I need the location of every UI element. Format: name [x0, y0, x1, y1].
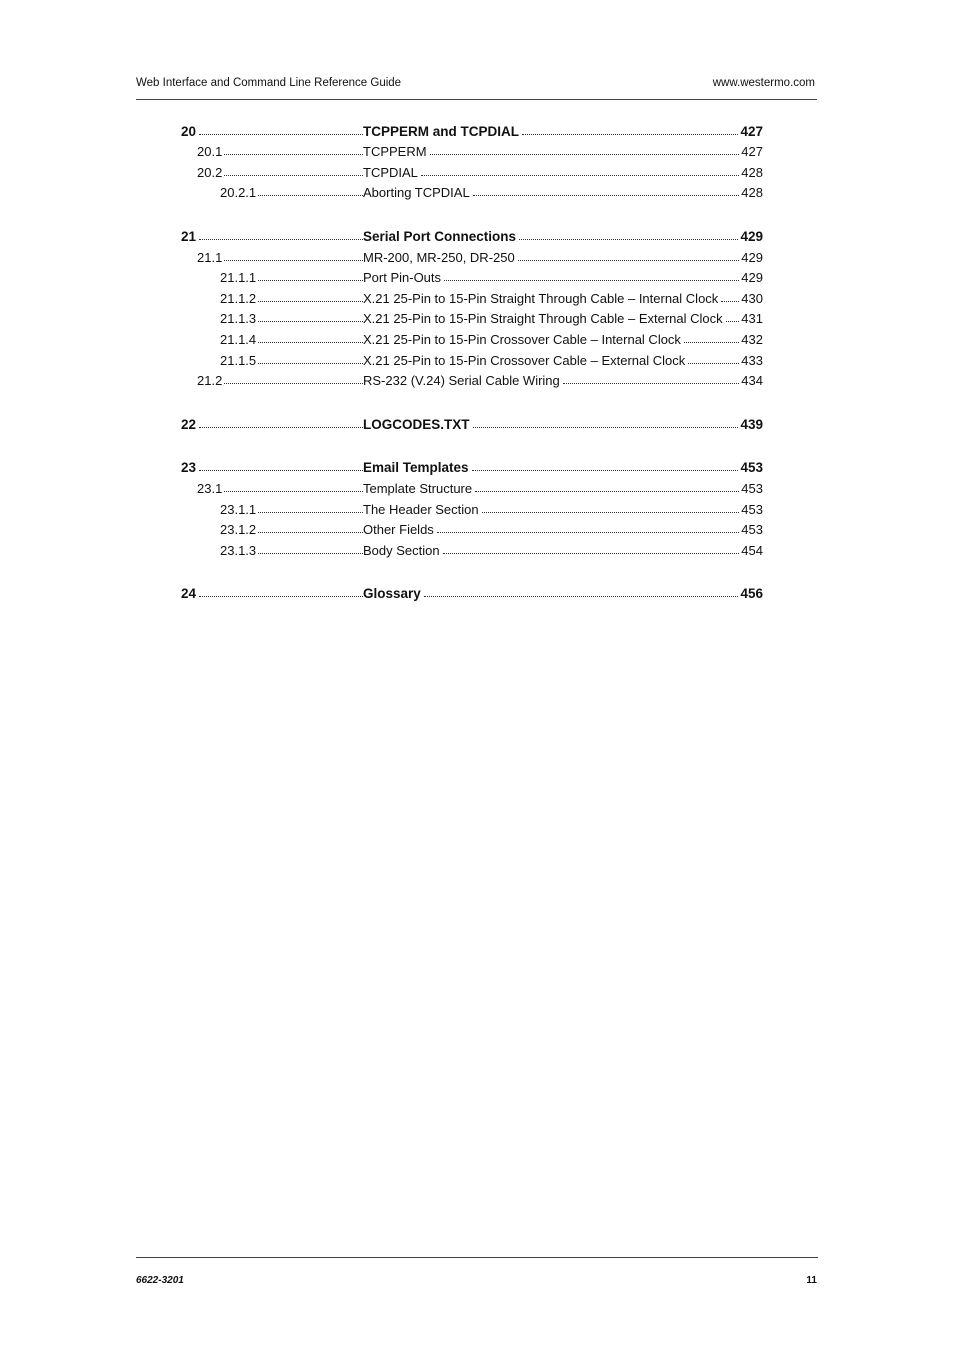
dot-leader [519, 229, 738, 240]
dot-leader [726, 311, 740, 322]
toc-entry-number: 23.1.2 [220, 522, 257, 538]
toc-entry-number: 20.1 [197, 144, 223, 160]
toc-entry[interactable] [181, 455, 763, 476]
toc-entry[interactable] [181, 285, 763, 306]
toc-entry[interactable] [181, 496, 763, 517]
dot-leader [224, 250, 363, 261]
dot-leader [472, 460, 739, 471]
toc-entry[interactable] [181, 244, 763, 265]
header-document-title: Web Interface and Command Line Reference Guide [136, 77, 402, 89]
toc-entry-page: 453 [741, 522, 763, 538]
toc-entry-page: 429 [740, 228, 763, 244]
toc-entry-page: 433 [741, 352, 763, 368]
toc-entry-page: 453 [741, 480, 763, 496]
dot-leader [258, 311, 363, 322]
toc-entry-number: 20.2 [197, 164, 223, 180]
toc-entry-page: 453 [741, 501, 763, 517]
toc-entry[interactable] [181, 180, 763, 201]
dot-leader [224, 481, 363, 492]
toc-entry-number: 20 [181, 123, 197, 139]
dot-leader [444, 270, 739, 281]
toc-entry[interactable] [181, 411, 763, 432]
dot-leader [421, 165, 739, 176]
toc-entry-page: 429 [741, 249, 763, 265]
toc-entry-title: Serial Port Connections [363, 228, 517, 244]
dot-leader [258, 291, 363, 302]
toc-entry-number: 21.1.3 [220, 311, 257, 327]
toc-entry[interactable] [181, 368, 763, 389]
toc-entry-title: X.21 25-Pin to 15-Pin Straight Through Cable – Internal Clock [363, 290, 719, 306]
toc-entry[interactable] [181, 475, 763, 496]
dot-leader [563, 373, 740, 384]
dot-leader [522, 124, 738, 135]
toc-entry-page: 456 [740, 586, 763, 602]
toc-entry-title: The Header Section [363, 501, 479, 517]
toc-entry-number: 21.1.4 [220, 331, 257, 347]
toc-entry-title: MR-200, MR-250, DR-250 [363, 249, 515, 265]
toc-entry[interactable] [181, 537, 763, 558]
toc-entry[interactable] [181, 223, 763, 244]
dot-leader [258, 353, 363, 364]
toc-entry-page: 428 [741, 185, 763, 201]
dot-leader [258, 270, 363, 281]
toc-entry-title: LOGCODES.TXT [363, 416, 470, 432]
toc-entry-page: 453 [740, 460, 763, 476]
toc-entry-number: 21 [181, 228, 197, 244]
header-divider [136, 99, 817, 100]
dot-leader [473, 185, 740, 196]
toc-entry-title: TCPDIAL [363, 164, 418, 180]
dot-leader [518, 250, 740, 261]
toc-entry-number: 21.1.1 [220, 270, 257, 286]
toc-entry[interactable] [181, 306, 763, 327]
toc-entry-page: 454 [741, 542, 763, 558]
toc-entry-page: 430 [741, 290, 763, 306]
toc-entry-number: 21.1.5 [220, 352, 257, 368]
toc-entry-number: 21.1.2 [220, 290, 257, 306]
dot-leader [475, 481, 739, 492]
dot-leader [199, 417, 363, 428]
toc-entry-title: Glossary [363, 586, 421, 602]
dot-leader [258, 543, 363, 554]
dot-leader [721, 291, 739, 302]
toc-entry-number: 20.2.1 [220, 185, 257, 201]
dot-leader [258, 332, 363, 343]
dot-leader [224, 373, 363, 384]
toc-entry[interactable] [181, 326, 763, 347]
toc-entry[interactable] [181, 159, 763, 180]
toc-entry-number: 24 [181, 586, 197, 602]
toc-entry-page: 432 [741, 331, 763, 347]
dot-leader [430, 144, 740, 155]
footer-page-number: 11 [806, 1275, 817, 1286]
dot-leader [224, 165, 363, 176]
toc-entry-page: 427 [740, 123, 763, 139]
toc-entry-number: 23 [181, 460, 197, 476]
toc-entry-title: Template Structure [363, 480, 473, 496]
dot-leader [199, 460, 363, 471]
toc-entry-title: X.21 25-Pin to 15-Pin Straight Through Cable – External Clock [363, 311, 723, 327]
toc-entry-title: RS-232 (V.24) Serial Cable Wiring [363, 373, 560, 389]
toc-entry[interactable] [181, 265, 763, 286]
table-of-contents [181, 118, 763, 601]
toc-entry-title: Aborting TCPDIAL [363, 185, 470, 201]
toc-entry-page: 429 [741, 270, 763, 286]
toc-entry-title: Body Section [363, 542, 440, 558]
dot-leader [688, 353, 739, 364]
toc-entry-title: Other Fields [363, 522, 434, 538]
dot-leader [258, 522, 363, 533]
toc-entry-page: 427 [741, 144, 763, 160]
toc-entry-number: 21.2 [197, 373, 223, 389]
toc-entry-page: 439 [740, 416, 763, 432]
toc-entry-page: 431 [741, 311, 763, 327]
toc-entry-number: 23.1 [197, 480, 223, 496]
toc-entry-number: 23.1.3 [220, 542, 257, 558]
footer-document-number: 6622-3201 [136, 1275, 184, 1286]
dot-leader [258, 185, 363, 196]
toc-entry-number: 23.1.1 [220, 501, 257, 517]
dot-leader [224, 144, 363, 155]
header-website: www.westermo.com [712, 77, 815, 89]
toc-entry-page: 428 [741, 164, 763, 180]
dot-leader [473, 417, 739, 428]
dot-leader [437, 522, 739, 533]
toc-entry-number: 21.1 [197, 249, 223, 265]
dot-leader [424, 586, 739, 597]
footer-divider [136, 1257, 818, 1258]
toc-entry[interactable] [181, 347, 763, 368]
toc-entry-title: TCPPERM and TCPDIAL [363, 123, 520, 139]
toc-entry[interactable] [181, 581, 763, 602]
toc-entry[interactable] [181, 517, 763, 538]
toc-entry-title: X.21 25-Pin to 15-Pin Crossover Cable – External Clock [363, 352, 686, 368]
dot-leader [482, 502, 740, 513]
dot-leader [199, 586, 363, 597]
dot-leader [684, 332, 739, 343]
toc-entry-number: 22 [181, 416, 197, 432]
dot-leader [199, 124, 363, 135]
toc-entry-title: TCPPERM [363, 144, 427, 160]
dot-leader [443, 543, 740, 554]
toc-entry-title: Email Templates [363, 460, 469, 476]
dot-leader [258, 502, 363, 513]
dot-leader [199, 229, 363, 240]
toc-entry-title: Port Pin-Outs [363, 270, 442, 286]
toc-entry-page: 434 [741, 373, 763, 389]
toc-entry[interactable] [181, 139, 763, 160]
toc-entry[interactable] [181, 118, 763, 139]
toc-entry-title: X.21 25-Pin to 15-Pin Crossover Cable – Internal Clock [363, 331, 681, 347]
